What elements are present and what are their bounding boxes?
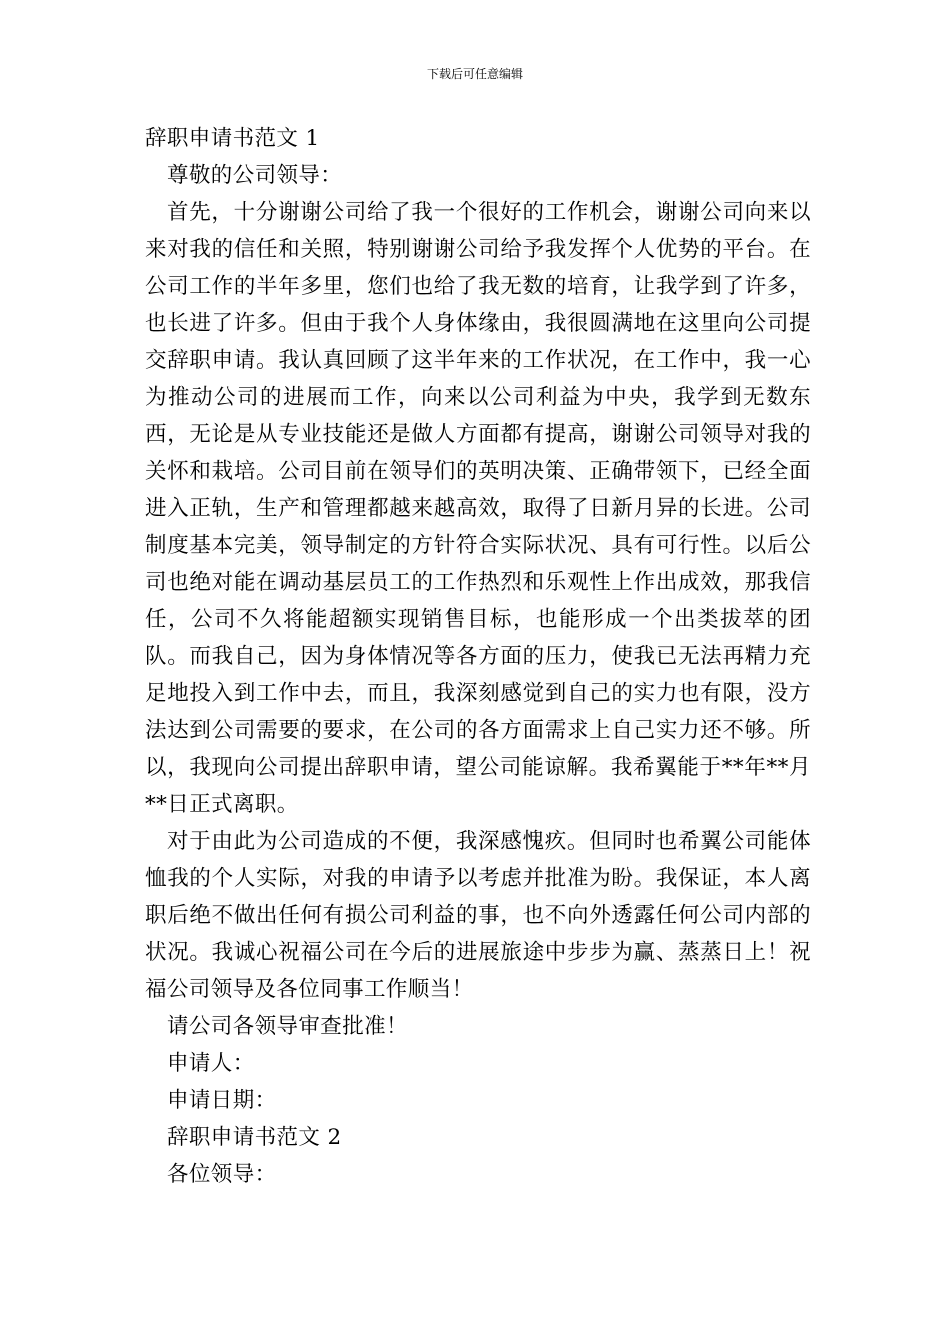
body-paragraph-1: 首先，十分谢谢公司给了我一个很好的工作机会，谢谢公司向来以来对我的信任和关照，特别谢谢公司给予我发挥个人优势的平台。在公司工作的半年多里，您们也给了我无数的培育，让我学到了许多，也长进了许多。但由于我个人身体缘由，我很圆满地在这里向公司提交辞职申请。我认真回顾了这半年来的工作状况，在工作中，我一心为推动公司的进展而工作，向来以公司利益为中央，我学到无数东西，无论是从专业技能还是做人方面都有提高，谢谢公司领导对我的关怀和栽培。公司目前在领导们的英明决策、正确带领下，已经全面进入正轨，生产和管理都越来越高效，取得了日新月异的长进。公司制度基本完美，领导制定的方针符合实际状况、具有可行性。以后公司也绝对能在调动基层员工的工作热烈和乐观性上作出成效，那我信任，公司不久将能超额实现销售目标，也能形成一个出类拔萃的团队。而我自己，因为身体情况等各方面的压力，使我已无法再精力充足地投入到工作中去，而且，我深刻感觉到自己的实力也有限，没方法达到公司需要的要求，在公司的各方面需求上自己实力还不够。所以，我现向公司提出辞职申请，望公司能谅解。我希翼能于**年**月**日正式离职。 [145, 200, 811, 817]
document-body [145, 120, 811, 1193]
body-paragraph-2: 对于由此为公司造成的不便，我深感愧疚。但同时也希翼公司能体恤我的个人实际，对我的申请予以考虑并批准为盼。我保证，本人离职后绝不做出任何有损公司利益的事，也不向外透露任何公司内部的状况。我诚心祝福公司在今后的进展旅途中步步为赢、蒸蒸日上！祝福公司领导及各位同事工作顺当！ [145, 829, 811, 1002]
salutation-1: 尊敬的公司领导： [167, 163, 343, 188]
section-title-2: 辞职申请书范文 2 [167, 1125, 342, 1150]
applicant-line: 申请人： [167, 1051, 255, 1076]
closing-line: 请公司各领导审查批准！ [167, 1014, 408, 1039]
salutation-2: 各位领导： [167, 1162, 277, 1187]
date-line: 申请日期： [167, 1088, 277, 1113]
section-title-1: 辞职申请书范文 1 [145, 126, 320, 151]
page-header: 下载后可任意编辑 [426, 67, 523, 81]
